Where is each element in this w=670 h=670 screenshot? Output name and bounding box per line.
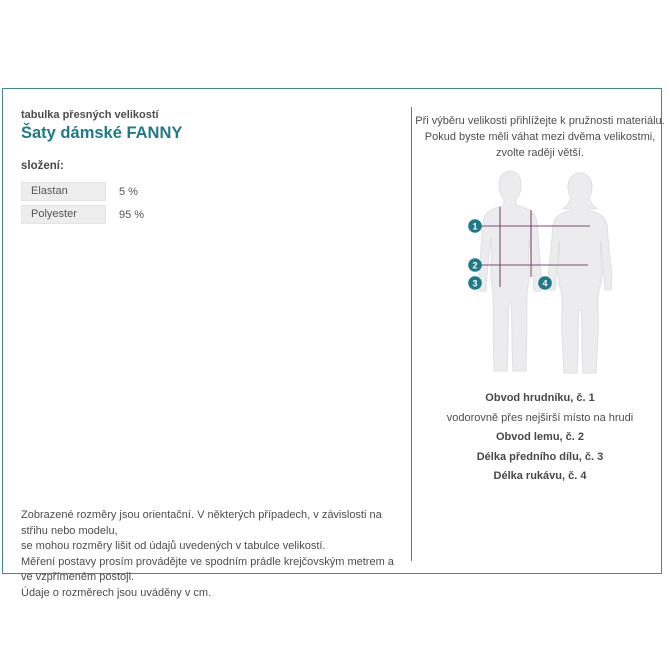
disclaimer-line: Údaje o rozměrech jsou uváděny v cm. — [21, 586, 212, 599]
marker-3-number: 3 — [472, 278, 478, 289]
measurement-label: Délka rukávu, č. 4 — [493, 470, 587, 482]
measurement-label: Obvod lemu, č. 2 — [495, 431, 585, 443]
table-eyebrow-heading: tabulka přesných velikostí — [21, 109, 159, 121]
vertical-divider — [411, 107, 412, 561]
product-title: Šaty dámské FANNY — [21, 124, 183, 142]
material-percent-cell: 5 % — [119, 185, 138, 198]
measurement-item — [415, 391, 665, 426]
disclaimer-text — [21, 508, 401, 601]
material-percent-cell: 95 % — [119, 208, 145, 221]
sizing-advice-line: Pokud byste měli váhat mezi dvěma velikostmi, — [424, 131, 656, 143]
measurement-item — [415, 430, 665, 445]
size-guide-card — [2, 88, 665, 599]
marker-4 — [538, 276, 552, 290]
right-panel — [415, 89, 665, 573]
disclaimer-line: se mohou rozměry lišit od údajů uvedených v tabulce velikostí. — [21, 540, 326, 552]
marker-1 — [468, 219, 482, 233]
left-panel — [3, 89, 411, 599]
measurement-item — [415, 469, 665, 484]
female-silhouette — [548, 173, 612, 373]
composition-heading: složení: — [21, 160, 64, 172]
composition-table — [21, 182, 251, 228]
body-measurement-diagram — [460, 160, 650, 390]
measurement-label: Délka předního dílu, č. 3 — [476, 450, 604, 463]
sizing-advice-text — [415, 113, 665, 161]
marker-3 — [468, 276, 482, 290]
disclaimer-line: Měření postavy prosím provádějte ve spodním prádle krejčovským metrem a ve vzpřímeném postoji. — [21, 555, 394, 583]
measurement-note: vodorovně přes nejširší místo na hrudi — [446, 411, 634, 424]
material-name-cell: Polyester — [21, 205, 106, 224]
table-row — [21, 205, 251, 224]
marker-4-number: 4 — [542, 278, 548, 289]
marker-1-number: 1 — [472, 221, 478, 232]
measurement-legend — [415, 391, 665, 489]
sizing-advice-line: zvolte raději větší. — [495, 147, 585, 159]
marker-2 — [468, 258, 482, 272]
measurement-item — [415, 450, 665, 465]
measurement-label: Obvod hrudníku, č. 1 — [485, 392, 595, 404]
marker-2-number: 2 — [472, 260, 478, 271]
material-name-cell: Elastan — [21, 182, 106, 201]
male-silhouette — [479, 171, 542, 371]
disclaimer-line: Zobrazené rozměry jsou orientační. V některých případech, v závislosti na střihu nebo modelu, — [21, 509, 382, 537]
table-row — [21, 182, 251, 201]
sizing-advice-line: Při výběru velikosti přihlížejte k pružnosti materiálu. — [415, 115, 665, 127]
